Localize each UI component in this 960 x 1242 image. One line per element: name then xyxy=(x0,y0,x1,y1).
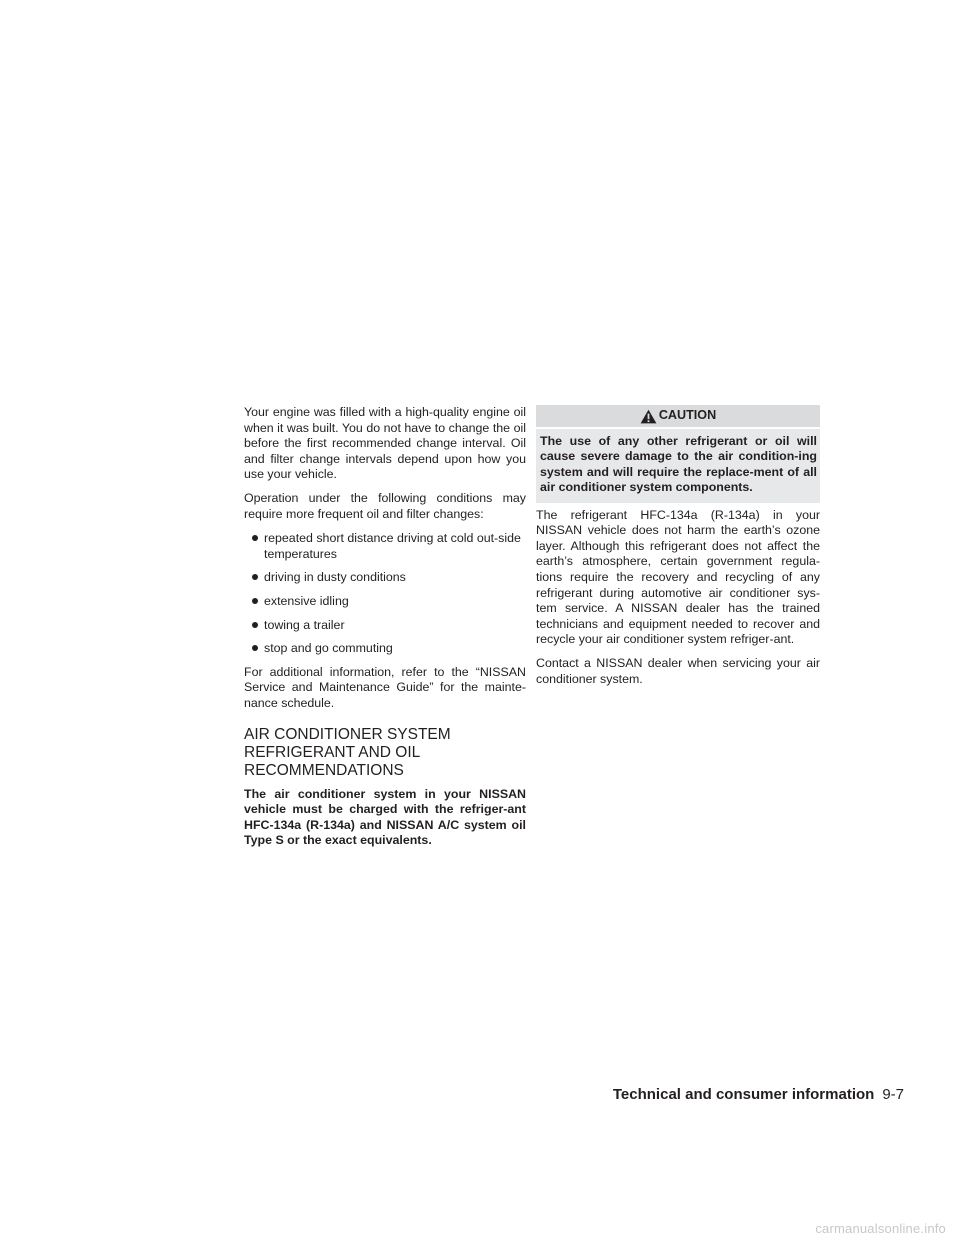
caution-text: The use of any other refrigerant or oil will cause severe damage to the air condition-ing system and will require the replace-ment of all air conditioner system components. xyxy=(536,429,820,503)
conditions-list xyxy=(244,531,526,657)
dealer-contact-paragraph: Contact a NISSAN dealer when servicing your air conditioner system. xyxy=(536,656,820,687)
list-item: extensive idling xyxy=(244,594,526,610)
left-column xyxy=(244,405,526,857)
bullet-icon xyxy=(252,598,258,604)
refrigerant-requirement-paragraph: The air conditioner system in your NISSAN vehicle must be charged with the refriger-ant HFC-134a (R-134a) and NISSAN A/C system oil Type S or the exact equivalents. xyxy=(244,786,526,848)
bullet-icon xyxy=(252,645,258,651)
list-item: driving in dusty conditions xyxy=(244,570,526,586)
list-item: towing a trailer xyxy=(244,618,526,634)
oil-intro-paragraph: Your engine was filled with a high-quality engine oil when it was built. You do not have to change the oil before the first recommended change interval. Oil and filter change intervals depend upon how you use your vehicle. xyxy=(244,405,526,482)
conditions-paragraph: Operation under the following conditions may require more frequent oil and filter changes: xyxy=(244,491,526,522)
bullet-icon xyxy=(252,574,258,580)
warning-triangle-icon xyxy=(640,409,657,424)
list-item: stop and go commuting xyxy=(244,641,526,657)
maintenance-guide-paragraph: For additional information, refer to the “NISSAN Service and Maintenance Guide” for the mainte-nance schedule. xyxy=(244,664,526,710)
page-footer xyxy=(0,1086,904,1103)
caution-label: CAUTION xyxy=(658,408,717,423)
bullet-icon xyxy=(252,535,258,541)
caution-header xyxy=(536,405,820,427)
refrigerant-info-paragraph: The refrigerant HFC-134a (R-134a) in your NISSAN vehicle does not harm the earth’s ozone layer. Although this refrigerant does not affect the earth’s atmosphere, certain government regula-tions require the recovery and recycling of any refrigerant during automotive air conditioner sys-tem service. A NISSAN dealer has the trained technicians and equipment needed to recover and recycle your air conditioner system refriger-ant. xyxy=(536,507,820,647)
right-column xyxy=(536,405,820,696)
page-number: 9-7 xyxy=(882,1086,904,1103)
chapter-title: Technical and consumer information xyxy=(612,1086,875,1103)
bullet-icon xyxy=(252,622,258,628)
watermark: carmanualsonline.info xyxy=(815,1221,946,1236)
list-item: repeated short distance driving at cold out-side temperatures xyxy=(244,531,526,562)
section-heading: AIR CONDITIONER SYSTEM REFRIGERANT AND OIL RECOMMENDATIONS xyxy=(244,725,451,779)
